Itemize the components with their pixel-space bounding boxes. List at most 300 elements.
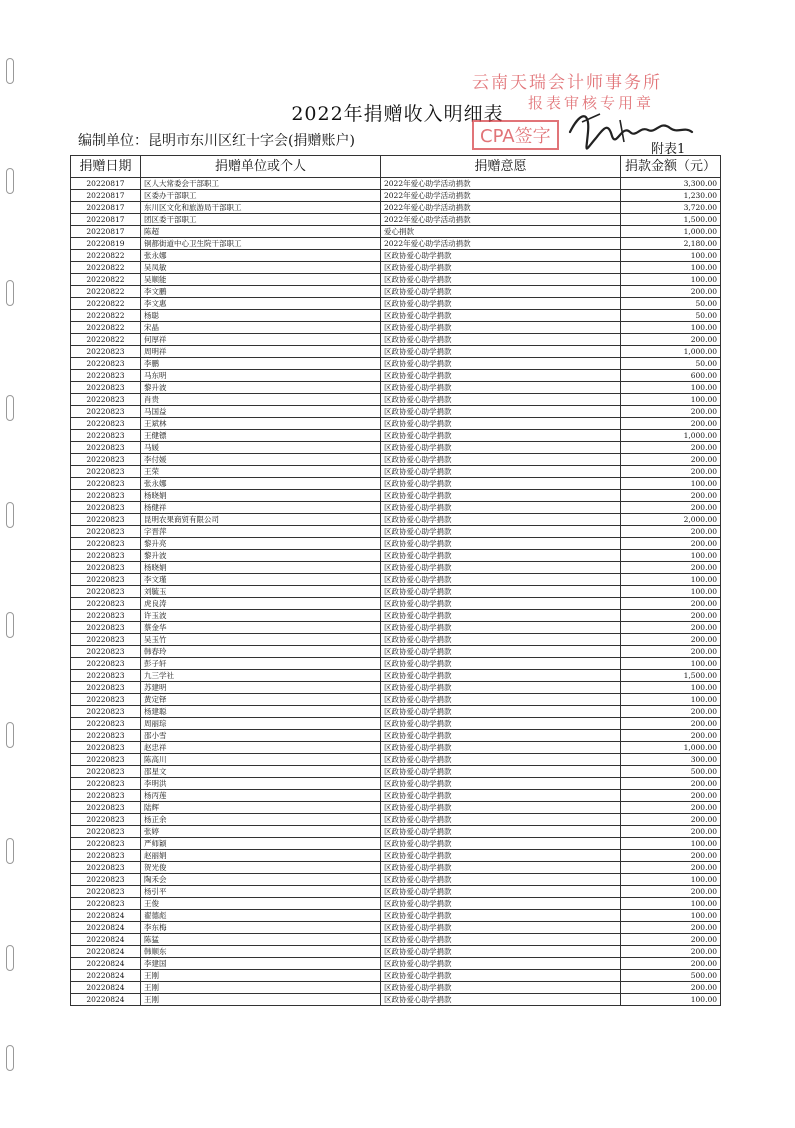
cell-date: 20220823 bbox=[71, 742, 141, 754]
cell-purpose: 区政协爱心助学捐款 bbox=[381, 514, 621, 526]
cell-date: 20220823 bbox=[71, 346, 141, 358]
annex-label: 附表1 bbox=[651, 142, 686, 157]
table-row bbox=[71, 574, 721, 586]
cell-purpose: 区政协爱心助学捐款 bbox=[381, 922, 621, 934]
cell-donor: 黄定铎 bbox=[141, 694, 381, 706]
cell-purpose: 区政协爱心助学捐款 bbox=[381, 742, 621, 754]
cell-amount: 200.00 bbox=[621, 922, 721, 934]
cell-date: 20220824 bbox=[71, 910, 141, 922]
cell-amount: 100.00 bbox=[621, 382, 721, 394]
cell-purpose: 区政协爱心助学捐款 bbox=[381, 562, 621, 574]
cell-amount: 100.00 bbox=[621, 478, 721, 490]
cell-amount: 200.00 bbox=[621, 706, 721, 718]
cell-date: 20220824 bbox=[71, 922, 141, 934]
cell-purpose: 区政协爱心助学捐款 bbox=[381, 310, 621, 322]
cell-donor: 杨丙莲 bbox=[141, 790, 381, 802]
table-row bbox=[71, 226, 721, 238]
cell-amount: 1,000.00 bbox=[621, 226, 721, 238]
header-date: 捐赠日期 bbox=[71, 156, 141, 178]
cell-amount: 500.00 bbox=[621, 970, 721, 982]
cell-date: 20220817 bbox=[71, 226, 141, 238]
cell-donor: 肖贵 bbox=[141, 394, 381, 406]
cell-donor: 彭子轩 bbox=[141, 658, 381, 670]
cell-donor: 杨建聪 bbox=[141, 706, 381, 718]
cell-date: 20220823 bbox=[71, 478, 141, 490]
cell-date: 20220823 bbox=[71, 790, 141, 802]
cell-date: 20220824 bbox=[71, 994, 141, 1006]
cell-purpose: 区政协爱心助学捐款 bbox=[381, 610, 621, 622]
cell-purpose: 区政协爱心助学捐款 bbox=[381, 574, 621, 586]
cell-date: 20220823 bbox=[71, 670, 141, 682]
cell-donor: 苏建明 bbox=[141, 682, 381, 694]
cell-purpose: 区政协爱心助学捐款 bbox=[381, 754, 621, 766]
binder-hole bbox=[6, 280, 14, 306]
table-row bbox=[71, 502, 721, 514]
cell-donor: 王斌林 bbox=[141, 418, 381, 430]
cell-date: 20220823 bbox=[71, 778, 141, 790]
table-row bbox=[71, 442, 721, 454]
cell-date: 20220824 bbox=[71, 934, 141, 946]
cell-purpose: 区政协爱心助学捐款 bbox=[381, 874, 621, 886]
cell-purpose: 区政协爱心助学捐款 bbox=[381, 838, 621, 850]
table-row bbox=[71, 346, 721, 358]
cell-date: 20220823 bbox=[71, 658, 141, 670]
cell-date: 20220823 bbox=[71, 718, 141, 730]
cell-donor: 周明祥 bbox=[141, 346, 381, 358]
cell-date: 20220823 bbox=[71, 382, 141, 394]
cell-amount: 200.00 bbox=[621, 622, 721, 634]
cell-date: 20220823 bbox=[71, 694, 141, 706]
table-row bbox=[71, 238, 721, 250]
cell-donor: 黎升波 bbox=[141, 382, 381, 394]
cell-date: 20220823 bbox=[71, 406, 141, 418]
table-row bbox=[71, 370, 721, 382]
cell-amount: 100.00 bbox=[621, 658, 721, 670]
cell-date: 20220823 bbox=[71, 574, 141, 586]
table-row bbox=[71, 298, 721, 310]
table-row bbox=[71, 418, 721, 430]
cell-date: 20220823 bbox=[71, 466, 141, 478]
cell-donor: 王刚 bbox=[141, 994, 381, 1006]
cell-purpose: 2022年爱心助学活动捐款 bbox=[381, 214, 621, 226]
cell-date: 20220822 bbox=[71, 322, 141, 334]
cell-purpose: 区政协爱心助学捐款 bbox=[381, 658, 621, 670]
binder-hole bbox=[6, 1045, 14, 1071]
table-row bbox=[71, 814, 721, 826]
cell-date: 20220824 bbox=[71, 946, 141, 958]
cell-donor: 杨晓娟 bbox=[141, 490, 381, 502]
table-row bbox=[71, 802, 721, 814]
cell-amount: 100.00 bbox=[621, 694, 721, 706]
cell-purpose: 区政协爱心助学捐款 bbox=[381, 430, 621, 442]
cell-purpose: 爱心捐款 bbox=[381, 226, 621, 238]
cell-purpose: 区政协爱心助学捐款 bbox=[381, 394, 621, 406]
cell-purpose: 区政协爱心助学捐款 bbox=[381, 730, 621, 742]
cell-date: 20220823 bbox=[71, 430, 141, 442]
cell-date: 20220823 bbox=[71, 418, 141, 430]
cell-date: 20220823 bbox=[71, 394, 141, 406]
cell-donor: 马东明 bbox=[141, 370, 381, 382]
cell-purpose: 区政协爱心助学捐款 bbox=[381, 334, 621, 346]
cell-purpose: 区政协爱心助学捐款 bbox=[381, 802, 621, 814]
table-row bbox=[71, 922, 721, 934]
cell-purpose: 区政协爱心助学捐款 bbox=[381, 646, 621, 658]
page-title: 2022年捐赠收入明细表 bbox=[291, 103, 504, 125]
table-row bbox=[71, 190, 721, 202]
cell-amount: 200.00 bbox=[621, 418, 721, 430]
cell-date: 20220823 bbox=[71, 538, 141, 550]
table-row bbox=[71, 286, 721, 298]
cell-donor: 昆明农果商贸有限公司 bbox=[141, 514, 381, 526]
binder-hole bbox=[6, 722, 14, 748]
cell-amount: 200.00 bbox=[621, 850, 721, 862]
cell-amount: 200.00 bbox=[621, 454, 721, 466]
table-row bbox=[71, 874, 721, 886]
cell-date: 20220822 bbox=[71, 274, 141, 286]
cell-donor: 区委办干部职工 bbox=[141, 190, 381, 202]
cell-amount: 100.00 bbox=[621, 250, 721, 262]
binder-hole bbox=[6, 838, 14, 864]
cell-donor: 赵忠祥 bbox=[141, 742, 381, 754]
cell-purpose: 区政协爱心助学捐款 bbox=[381, 778, 621, 790]
cell-donor: 陈超 bbox=[141, 226, 381, 238]
cell-purpose: 区政协爱心助学捐款 bbox=[381, 766, 621, 778]
cell-donor: 翟德彪 bbox=[141, 910, 381, 922]
cell-donor: 东川区文化和旅游局干部职工 bbox=[141, 202, 381, 214]
cell-date: 20220823 bbox=[71, 454, 141, 466]
cell-donor: 杨正余 bbox=[141, 814, 381, 826]
table-row bbox=[71, 262, 721, 274]
cell-date: 20220823 bbox=[71, 706, 141, 718]
cell-date: 20220823 bbox=[71, 766, 141, 778]
cell-donor: 杨晓娟 bbox=[141, 562, 381, 574]
cell-donor: 周丽琮 bbox=[141, 718, 381, 730]
cell-date: 20220817 bbox=[71, 202, 141, 214]
cell-date: 20220823 bbox=[71, 814, 141, 826]
cell-donor: 陆辉 bbox=[141, 802, 381, 814]
cell-purpose: 2022年爱心助学活动捐款 bbox=[381, 178, 621, 190]
cell-amount: 200.00 bbox=[621, 718, 721, 730]
cell-amount: 200.00 bbox=[621, 526, 721, 538]
table-row bbox=[71, 310, 721, 322]
cell-purpose: 区政协爱心助学捐款 bbox=[381, 598, 621, 610]
cell-donor: 杨引平 bbox=[141, 886, 381, 898]
cell-date: 20220823 bbox=[71, 562, 141, 574]
cell-date: 20220823 bbox=[71, 862, 141, 874]
table-row bbox=[71, 658, 721, 670]
cell-donor: 韩春玲 bbox=[141, 646, 381, 658]
cell-donor: 马媛 bbox=[141, 442, 381, 454]
stamp-line-2: 报表审核专用章 bbox=[528, 94, 655, 112]
cell-date: 20220823 bbox=[71, 514, 141, 526]
cell-amount: 500.00 bbox=[621, 766, 721, 778]
cell-purpose: 区政协爱心助学捐款 bbox=[381, 550, 621, 562]
cell-purpose: 区政协爱心助学捐款 bbox=[381, 586, 621, 598]
table-header-row bbox=[71, 156, 721, 178]
cell-amount: 100.00 bbox=[621, 322, 721, 334]
cell-date: 20220823 bbox=[71, 634, 141, 646]
cell-amount: 100.00 bbox=[621, 394, 721, 406]
cell-amount: 200.00 bbox=[621, 286, 721, 298]
cell-amount: 100.00 bbox=[621, 262, 721, 274]
cell-amount: 100.00 bbox=[621, 838, 721, 850]
cell-donor: 王健镖 bbox=[141, 430, 381, 442]
cell-amount: 200.00 bbox=[621, 730, 721, 742]
cell-purpose: 区政协爱心助学捐款 bbox=[381, 454, 621, 466]
cell-date: 20220823 bbox=[71, 874, 141, 886]
cell-date: 20220823 bbox=[71, 826, 141, 838]
cell-donor: 铜都街道中心卫生院干部职工 bbox=[141, 238, 381, 250]
donation-table bbox=[70, 155, 721, 1006]
cell-amount: 100.00 bbox=[621, 550, 721, 562]
cell-donor: 李建国 bbox=[141, 958, 381, 970]
cell-donor: 黎升波 bbox=[141, 550, 381, 562]
cell-donor: 王刚 bbox=[141, 982, 381, 994]
table-row bbox=[71, 742, 721, 754]
cell-purpose: 区政协爱心助学捐款 bbox=[381, 274, 621, 286]
table-row bbox=[71, 490, 721, 502]
cell-purpose: 区政协爱心助学捐款 bbox=[381, 826, 621, 838]
table-body bbox=[71, 178, 721, 1006]
cell-donor: 宋晶 bbox=[141, 322, 381, 334]
cell-amount: 200.00 bbox=[621, 646, 721, 658]
handwritten-signature bbox=[560, 102, 700, 158]
cell-amount: 200.00 bbox=[621, 610, 721, 622]
cell-amount: 2,000.00 bbox=[621, 514, 721, 526]
cell-donor: 吴顺能 bbox=[141, 274, 381, 286]
cell-donor: 字晋萍 bbox=[141, 526, 381, 538]
cell-donor: 张永娜 bbox=[141, 478, 381, 490]
cell-purpose: 区政协爱心助学捐款 bbox=[381, 814, 621, 826]
cell-amount: 1,000.00 bbox=[621, 346, 721, 358]
cell-amount: 2,180.00 bbox=[621, 238, 721, 250]
cell-purpose: 区政协爱心助学捐款 bbox=[381, 538, 621, 550]
table-row bbox=[71, 886, 721, 898]
cell-donor: 区人大常委会干部职工 bbox=[141, 178, 381, 190]
cell-purpose: 2022年爱心助学活动捐款 bbox=[381, 190, 621, 202]
cell-donor: 陈高川 bbox=[141, 754, 381, 766]
cell-purpose: 区政协爱心助学捐款 bbox=[381, 622, 621, 634]
cell-donor: 李付媛 bbox=[141, 454, 381, 466]
cell-date: 20220823 bbox=[71, 886, 141, 898]
table-row bbox=[71, 406, 721, 418]
cell-donor: 刘毓玉 bbox=[141, 586, 381, 598]
cell-amount: 200.00 bbox=[621, 490, 721, 502]
cell-donor: 黎升亮 bbox=[141, 538, 381, 550]
cell-amount: 300.00 bbox=[621, 754, 721, 766]
header-donor: 捐赠单位或个人 bbox=[141, 156, 381, 178]
cell-amount: 200.00 bbox=[621, 562, 721, 574]
cell-amount: 200.00 bbox=[621, 958, 721, 970]
binder-hole bbox=[6, 612, 14, 638]
table-row bbox=[71, 646, 721, 658]
cell-donor: 张永娜 bbox=[141, 250, 381, 262]
cell-amount: 1,500.00 bbox=[621, 670, 721, 682]
table-row bbox=[71, 778, 721, 790]
cell-donor: 张婷 bbox=[141, 826, 381, 838]
cell-date: 20220823 bbox=[71, 622, 141, 634]
cell-amount: 200.00 bbox=[621, 862, 721, 874]
cell-date: 20220822 bbox=[71, 334, 141, 346]
cell-purpose: 区政协爱心助学捐款 bbox=[381, 718, 621, 730]
cell-donor: 何厚祥 bbox=[141, 334, 381, 346]
table-row bbox=[71, 970, 721, 982]
cell-purpose: 区政协爱心助学捐款 bbox=[381, 526, 621, 538]
table-row bbox=[71, 526, 721, 538]
cell-amount: 100.00 bbox=[621, 586, 721, 598]
cell-donor: 陶禾会 bbox=[141, 874, 381, 886]
cell-date: 20220823 bbox=[71, 646, 141, 658]
cell-amount: 1,000.00 bbox=[621, 430, 721, 442]
table-row bbox=[71, 358, 721, 370]
cell-amount: 200.00 bbox=[621, 598, 721, 610]
cell-purpose: 区政协爱心助学捐款 bbox=[381, 358, 621, 370]
cell-purpose: 区政协爱心助学捐款 bbox=[381, 946, 621, 958]
cell-donor: 李鹏 bbox=[141, 358, 381, 370]
table-row bbox=[71, 694, 721, 706]
table-row bbox=[71, 382, 721, 394]
cell-amount: 200.00 bbox=[621, 946, 721, 958]
cell-donor: 严师颖 bbox=[141, 838, 381, 850]
table-row bbox=[71, 394, 721, 406]
cell-date: 20220819 bbox=[71, 238, 141, 250]
cell-donor: 贺光俊 bbox=[141, 862, 381, 874]
table-row bbox=[71, 634, 721, 646]
cell-purpose: 区政协爱心助学捐款 bbox=[381, 862, 621, 874]
cell-donor: 李明洪 bbox=[141, 778, 381, 790]
cell-date: 20220823 bbox=[71, 526, 141, 538]
cell-donor: 王荣 bbox=[141, 466, 381, 478]
cell-donor: 李文瑾 bbox=[141, 574, 381, 586]
cell-date: 20220823 bbox=[71, 682, 141, 694]
cell-date: 20220822 bbox=[71, 310, 141, 322]
cell-purpose: 区政协爱心助学捐款 bbox=[381, 694, 621, 706]
table-row bbox=[71, 850, 721, 862]
cell-purpose: 区政协爱心助学捐款 bbox=[381, 958, 621, 970]
cell-amount: 200.00 bbox=[621, 814, 721, 826]
cell-amount: 200.00 bbox=[621, 634, 721, 646]
cell-date: 20220822 bbox=[71, 262, 141, 274]
cell-donor: 李文鹏 bbox=[141, 286, 381, 298]
cell-amount: 200.00 bbox=[621, 502, 721, 514]
cell-amount: 200.00 bbox=[621, 406, 721, 418]
cell-purpose: 区政协爱心助学捐款 bbox=[381, 898, 621, 910]
cell-date: 20220817 bbox=[71, 214, 141, 226]
cell-amount: 1,500.00 bbox=[621, 214, 721, 226]
table-row bbox=[71, 454, 721, 466]
cell-amount: 200.00 bbox=[621, 334, 721, 346]
cell-amount: 50.00 bbox=[621, 358, 721, 370]
cell-date: 20220817 bbox=[71, 178, 141, 190]
table-row bbox=[71, 550, 721, 562]
cell-amount: 200.00 bbox=[621, 442, 721, 454]
compiling-unit: 编制单位：昆明市东川区红十字会(捐赠账户) bbox=[78, 133, 355, 149]
cell-donor: 吴玉竹 bbox=[141, 634, 381, 646]
cell-purpose: 区政协爱心助学捐款 bbox=[381, 670, 621, 682]
cell-date: 20220822 bbox=[71, 298, 141, 310]
cell-purpose: 区政协爱心助学捐款 bbox=[381, 490, 621, 502]
cell-purpose: 2022年爱心助学活动捐款 bbox=[381, 202, 621, 214]
table-row bbox=[71, 274, 721, 286]
binder-hole bbox=[6, 945, 14, 971]
cell-amount: 200.00 bbox=[621, 982, 721, 994]
table-row bbox=[71, 538, 721, 550]
table-row bbox=[71, 730, 721, 742]
cell-amount: 1,000.00 bbox=[621, 742, 721, 754]
cell-amount: 100.00 bbox=[621, 574, 721, 586]
cell-donor: 杨健祥 bbox=[141, 502, 381, 514]
cell-date: 20220824 bbox=[71, 958, 141, 970]
cell-donor: 李东梅 bbox=[141, 922, 381, 934]
table-row bbox=[71, 250, 721, 262]
cell-amount: 200.00 bbox=[621, 790, 721, 802]
cell-donor: 李文惠 bbox=[141, 298, 381, 310]
stamp-line-1: 云南天瑞会计师事务所 bbox=[472, 73, 662, 93]
cell-donor: 虎良涛 bbox=[141, 598, 381, 610]
table-row bbox=[71, 718, 721, 730]
table-row bbox=[71, 598, 721, 610]
table-row bbox=[71, 790, 721, 802]
cell-date: 20220823 bbox=[71, 610, 141, 622]
table-row bbox=[71, 322, 721, 334]
cell-amount: 100.00 bbox=[621, 682, 721, 694]
cell-amount: 200.00 bbox=[621, 802, 721, 814]
cell-amount: 100.00 bbox=[621, 994, 721, 1006]
cell-purpose: 区政协爱心助学捐款 bbox=[381, 406, 621, 418]
cell-amount: 100.00 bbox=[621, 874, 721, 886]
table-row bbox=[71, 610, 721, 622]
cell-donor: 邵星文 bbox=[141, 766, 381, 778]
cell-purpose: 区政协爱心助学捐款 bbox=[381, 322, 621, 334]
table-row bbox=[71, 202, 721, 214]
table-row bbox=[71, 586, 721, 598]
cell-amount: 50.00 bbox=[621, 298, 721, 310]
table-row bbox=[71, 982, 721, 994]
cell-purpose: 区政协爱心助学捐款 bbox=[381, 382, 621, 394]
cell-amount: 3,720.00 bbox=[621, 202, 721, 214]
cell-date: 20220823 bbox=[71, 838, 141, 850]
cell-purpose: 区政协爱心助学捐款 bbox=[381, 502, 621, 514]
cell-donor: 陈猛 bbox=[141, 934, 381, 946]
cell-donor: 马国益 bbox=[141, 406, 381, 418]
cell-donor: 杨聪 bbox=[141, 310, 381, 322]
cell-date: 20220824 bbox=[71, 970, 141, 982]
cell-donor: 蔡金华 bbox=[141, 622, 381, 634]
binder-hole bbox=[6, 502, 14, 528]
table-row bbox=[71, 562, 721, 574]
header-amount: 捐款金额（元） bbox=[621, 156, 721, 178]
table-row bbox=[71, 706, 721, 718]
cell-purpose: 区政协爱心助学捐款 bbox=[381, 478, 621, 490]
cell-purpose: 区政协爱心助学捐款 bbox=[381, 910, 621, 922]
cell-date: 20220823 bbox=[71, 598, 141, 610]
cell-date: 20220823 bbox=[71, 802, 141, 814]
cell-amount: 100.00 bbox=[621, 898, 721, 910]
binder-hole bbox=[6, 58, 14, 84]
cell-amount: 50.00 bbox=[621, 310, 721, 322]
table-row bbox=[71, 478, 721, 490]
cell-purpose: 区政协爱心助学捐款 bbox=[381, 442, 621, 454]
cell-purpose: 区政协爱心助学捐款 bbox=[381, 682, 621, 694]
cell-purpose: 区政协爱心助学捐款 bbox=[381, 706, 621, 718]
cell-donor: 邵小雪 bbox=[141, 730, 381, 742]
cell-purpose: 区政协爱心助学捐款 bbox=[381, 418, 621, 430]
cell-purpose: 2022年爱心助学活动捐款 bbox=[381, 238, 621, 250]
cell-date: 20220823 bbox=[71, 754, 141, 766]
cell-purpose: 区政协爱心助学捐款 bbox=[381, 346, 621, 358]
cell-donor: 王刚 bbox=[141, 970, 381, 982]
table-row bbox=[71, 766, 721, 778]
